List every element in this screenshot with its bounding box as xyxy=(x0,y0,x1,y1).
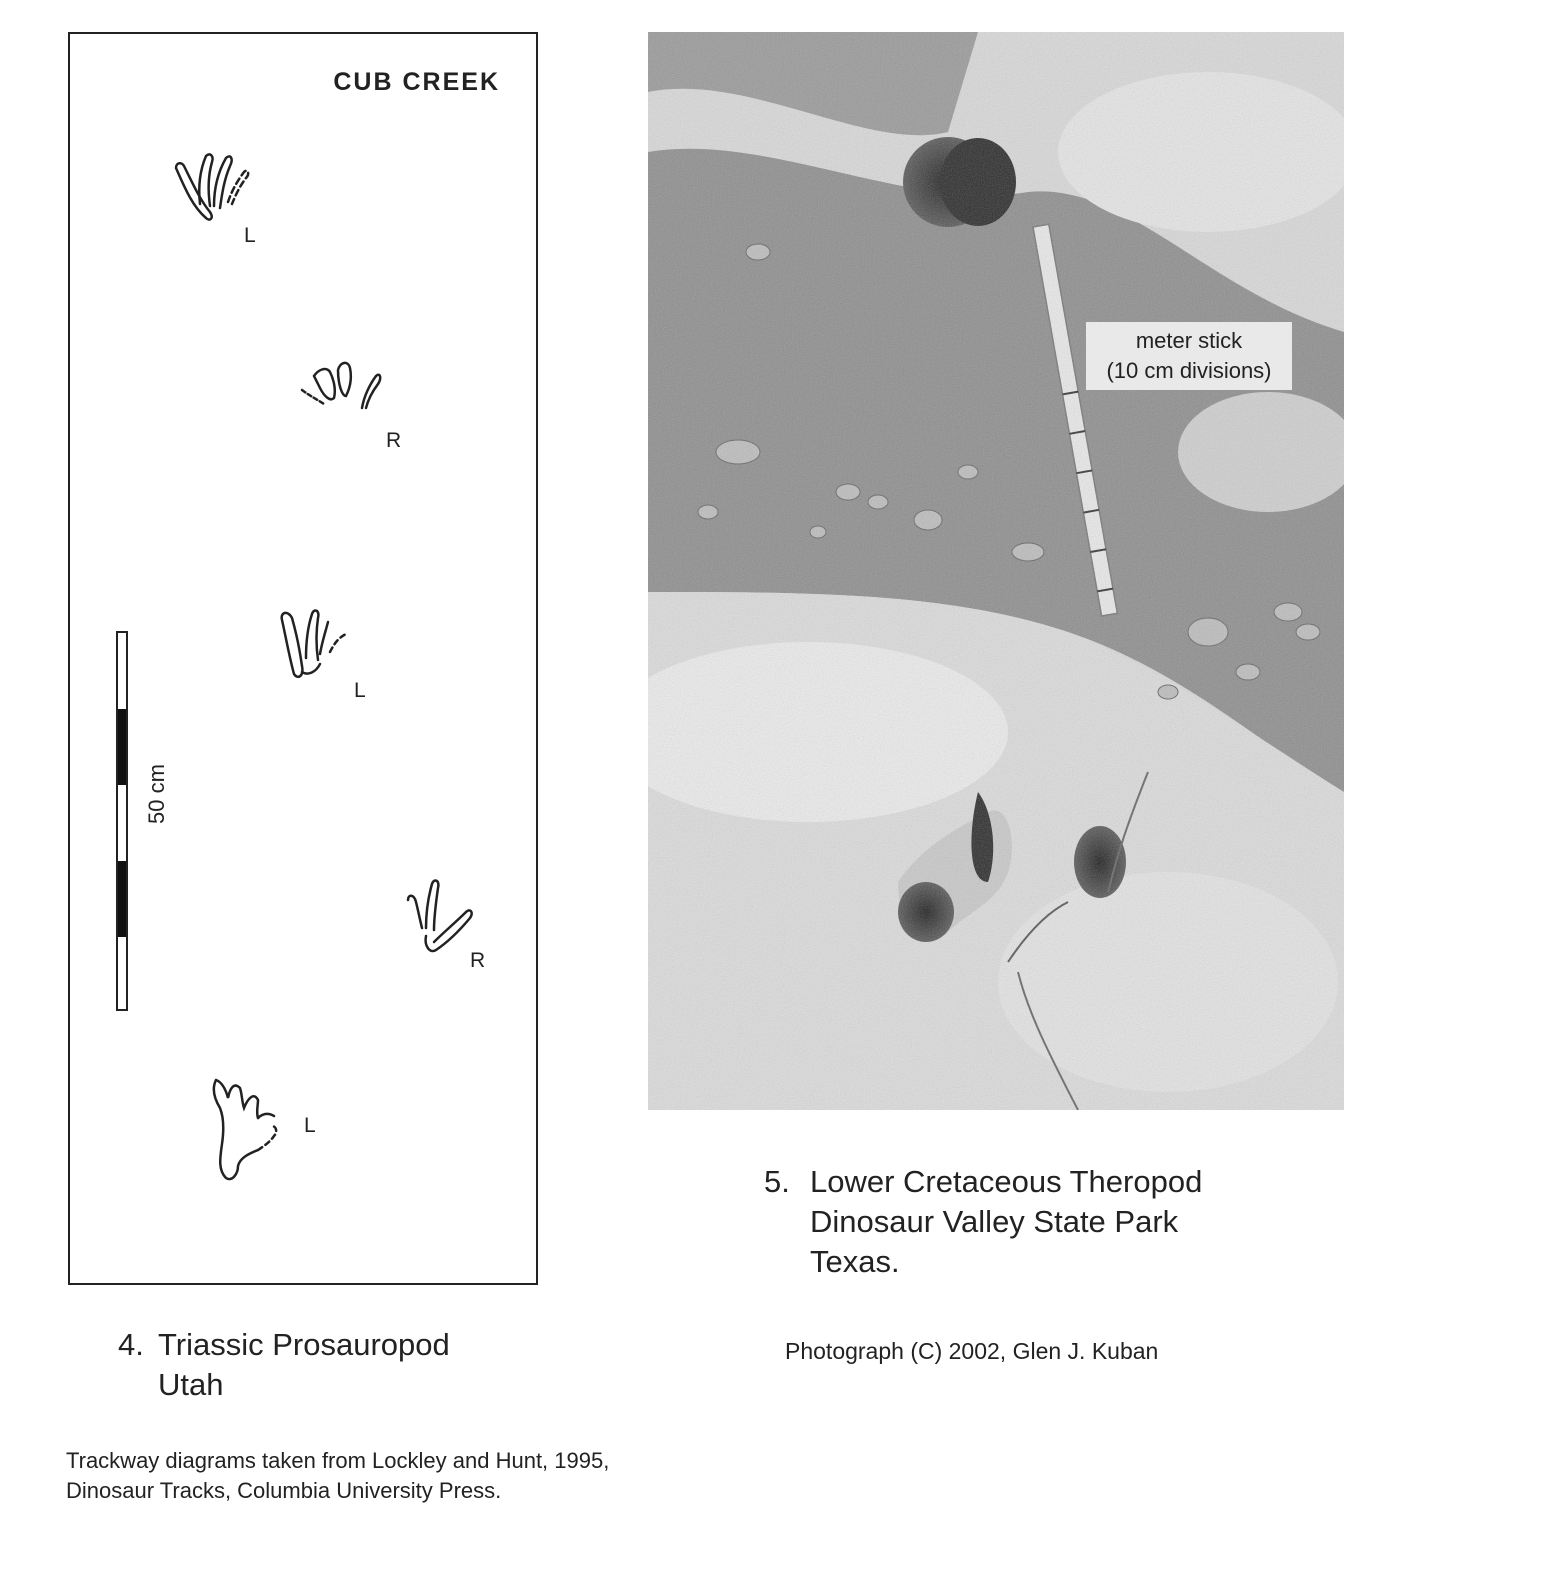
photo-credit: Photograph (C) 2002, Glen J. Kuban xyxy=(785,1338,1159,1364)
footprint-label: R xyxy=(470,949,486,972)
caption-number: 5. xyxy=(764,1164,790,1199)
source-note xyxy=(66,1446,609,1506)
footprint-icon xyxy=(300,356,390,416)
footprint-icon xyxy=(170,146,260,226)
footprint-label: R xyxy=(386,429,402,452)
source-line: Dinosaur Tracks, Columbia University Press. xyxy=(66,1478,502,1503)
scale-label: 50 cm xyxy=(144,764,169,824)
trackway-diagram xyxy=(68,32,538,1285)
footprint-icon xyxy=(276,602,358,686)
caption-number: 4. xyxy=(118,1327,144,1362)
diagram-title: CUB CREEK xyxy=(333,68,500,96)
caption-line: Texas. xyxy=(810,1244,900,1279)
footprint-label: L xyxy=(354,679,366,702)
footprint-label: L xyxy=(304,1114,316,1137)
footprint-icon xyxy=(208,1074,288,1182)
photograph-image xyxy=(648,32,1344,1110)
caption-photo xyxy=(764,1162,1284,1284)
caption-line: Utah xyxy=(158,1367,224,1402)
footprint-icon xyxy=(404,876,476,954)
scale-bar xyxy=(116,631,128,1011)
source-line: Trackway diagrams taken from Lockley and Hunt, 1995, xyxy=(66,1448,610,1473)
caption-line: Dinosaur Valley State Park xyxy=(810,1204,1179,1239)
track-photograph xyxy=(648,32,1344,1110)
caption-diagram xyxy=(118,1325,538,1407)
meter-stick-annotation xyxy=(1086,322,1292,390)
annotation-line: (10 cm divisions) xyxy=(1106,358,1272,383)
caption-line: Lower Cretaceous Theropod xyxy=(810,1164,1203,1199)
footprint-label: L xyxy=(244,224,256,247)
caption-line: Triassic Prosauropod xyxy=(158,1327,450,1362)
annotation-line: meter stick xyxy=(1135,328,1243,353)
